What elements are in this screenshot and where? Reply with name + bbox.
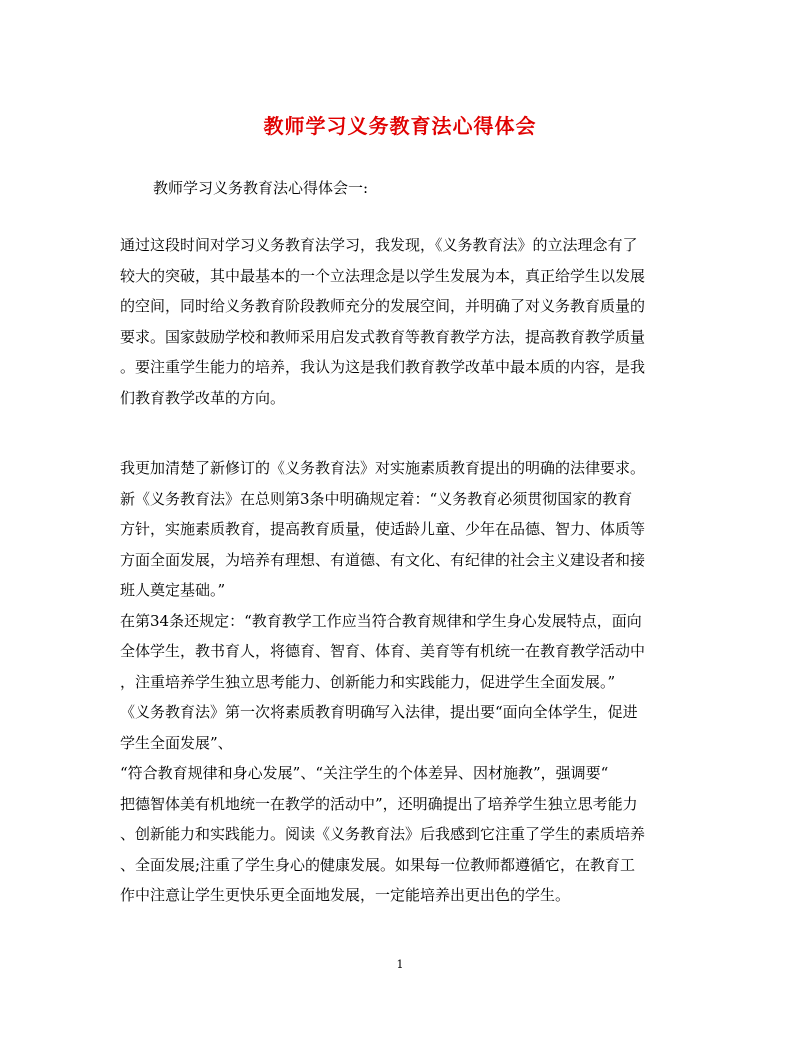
paragraph-line: 、全面发展;注重了学生身心的健康发展。如果每一位教师都遵循它，在教育工 bbox=[120, 855, 636, 874]
paragraph-line: 较大的突破，其中最基本的一个立法理念是以学生发展为本，真正给学生以发展 bbox=[120, 266, 646, 285]
paragraph-line: 。要注重学生能力的培养，我认为这是我们教育教学改革中最本质的内容，是我 bbox=[120, 358, 646, 376]
paragraph-line: 们教育教学改革的方向。 bbox=[120, 388, 286, 407]
paragraph-line: 我更加清楚了新修订的《义务教育法》对实施素质教育提出的明确的法律要求。 bbox=[120, 459, 646, 477]
document-title: 教师学习义务教育法心得体会 bbox=[263, 114, 537, 138]
paragraph-line: 要求。国家鼓励学校和教师采用启发式教育等教育教学方法，提高教育教学质量 bbox=[120, 327, 646, 346]
paragraph-line: 学生全面发展”、 bbox=[120, 733, 233, 752]
paragraph-line: 全体学生，教书育人，将德育、智育、体育、美育等有机统一在教育教学活动中 bbox=[120, 642, 646, 660]
document-subtitle: 教师学习义务教育法心得体会一: bbox=[153, 179, 369, 197]
paragraph-line: “符合教育规律和身心发展”、“关注学生的个体差异、因材施教”，强调要“ bbox=[120, 764, 609, 782]
paragraph-line: 方面全面发展，为培养有理想、有道德、有文化、有纪律的社会主义建设者和接 bbox=[120, 550, 646, 569]
paragraph-line: 班人奠定基础。” bbox=[120, 581, 226, 599]
paragraph-line: 作中注意让学生更快乐更全面地发展，一定能培养出更出色的学生。 bbox=[120, 886, 571, 904]
paragraph-line: 的空间，同时给义务教育阶段教师充分的发展空间，并明确了对义务教育质量的 bbox=[120, 297, 646, 315]
paragraph-line: 通过这段时间对学习义务教育法学习，我发现，《义务教育法》的立法理念有了 bbox=[120, 236, 638, 254]
paragraph-1 bbox=[120, 230, 700, 413]
paragraph-line: 新《义务教育法》在总则第3条中明确规定着：“义务教育必须贯彻国家的教育 bbox=[120, 489, 633, 508]
paragraph-line: 《义务教育法》第一次将素质教育明确写入法律，提出要“面向全体学生，促进 bbox=[120, 703, 638, 721]
paragraph-line: 把德智体美有机地统一在教学的活动中”，还明确提出了培养学生独立思考能力 bbox=[120, 794, 638, 813]
paragraph-2 bbox=[120, 453, 700, 911]
paragraph-line: 方针，实施素质教育，提高教育质量，使适龄儿童、少年在品德、智力、体质等 bbox=[120, 520, 646, 538]
paragraph-line: 、创新能力和实践能力。阅读《义务教育法》后我感到它注重了学生的素质培养 bbox=[120, 825, 646, 843]
page-number: 1 bbox=[396, 958, 404, 971]
paragraph-line: 在第34条还规定：“教育教学工作应当符合教育规律和学生身心发展特点，面向 bbox=[120, 611, 642, 630]
paragraph-line: ，注重培养学生独立思考能力、创新能力和实践能力，促进学生全面发展。” bbox=[120, 672, 616, 691]
